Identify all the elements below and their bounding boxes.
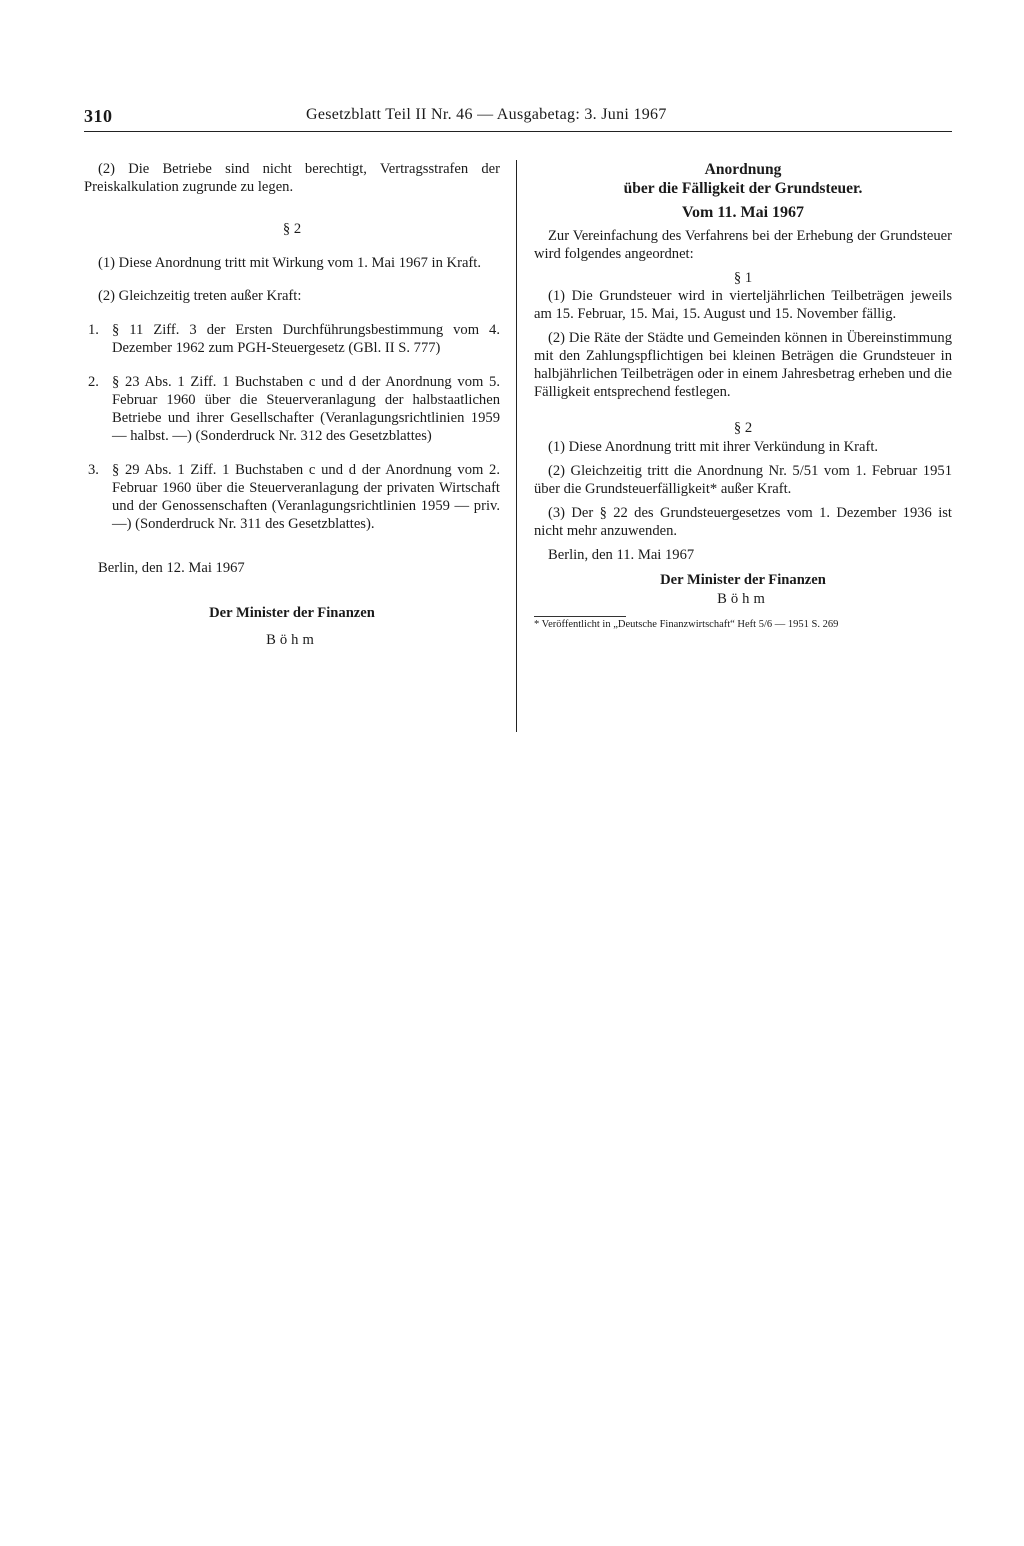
page-header <box>84 106 952 130</box>
section-heading: § 2 <box>282 221 302 237</box>
list-text: § 29 Abs. 1 Ziff. 1 Buchstaben c und d der Anordnung vom 2. Februar 1960 über die Steuerveranlagung der privaten Wirtschaft und der Genossenschaften (Veranlagungsrichtlinien 1959 — priv. —) (Sonderdruck Nr. 311 des Gesetzblattes). <box>112 462 500 532</box>
signer-name: Böhm <box>717 591 769 607</box>
header-rule <box>84 131 952 132</box>
column-divider <box>516 160 517 732</box>
paragraph: Zur Vereinfachung des Verfahrens bei der Erhebung der Grundsteuer wird folgendes angeordnet: <box>534 228 952 262</box>
ordinance-date: Vom 11. Mai 1967 <box>681 204 805 221</box>
right-column <box>534 160 952 631</box>
place-date: Berlin, den 11. Mai 1967 <box>548 547 695 563</box>
footnote-rule <box>534 616 626 617</box>
paragraph: (3) Der § 22 des Grundsteuergesetzes vom 1. Dezember 1936 ist nicht mehr anzuwenden. <box>534 505 952 539</box>
signer-title: Der Minister der Finanzen <box>660 572 826 588</box>
list-text: § 11 Ziff. 3 der Ersten Durchführungsbestimmung vom 4. Dezember 1962 zum PGH-Steuergesetz (GBl. II S. 777) <box>112 322 500 356</box>
list-number: 2. <box>88 374 99 390</box>
list-item <box>84 461 500 533</box>
section-heading: § 2 <box>733 420 753 436</box>
paragraph: (2) Gleichzeitig tritt die Anordnung Nr. 5/51 vom 1. Februar 1951 über die Grundsteuerfälligkeit* außer Kraft. <box>534 463 952 497</box>
ordinance-subtitle: über die Fälligkeit der Grundsteuer. <box>623 180 863 197</box>
signer-title: Der Minister der Finanzen <box>209 605 375 621</box>
paragraph: (2) Die Räte der Städte und Gemeinden können in Übereinstimmung mit den Zahlungspflichtigen bei kleinen Beträgen die Grundsteuer in halbjährlichen Teilbeträgen oder in einem Jahresbetrag erheben und die Fälligkeit entsprechend festlegen. <box>534 330 952 400</box>
list-item <box>84 321 500 357</box>
paragraph: (2) Gleichzeitig treten außer Kraft: <box>98 288 302 304</box>
running-title: Gesetzblatt Teil II Nr. 46 — Ausgabetag: 3. Juni 1967 <box>306 106 667 123</box>
paragraph: (1) Die Grundsteuer wird in vierteljährlichen Teilbeträgen jeweils am 15. Februar, 15. Mai, 15. August und 15. November fällig. <box>534 288 952 322</box>
place-date: Berlin, den 12. Mai 1967 <box>98 560 245 576</box>
list-text: § 23 Abs. 1 Ziff. 1 Buchstaben c und d der Anordnung vom 5. Februar 1960 über die Steuerveranlagung der halbstaatlichen Betriebe und ihrer Gesellschafter (Veranlagungsrichtlinien 1959 — halbst. —) (Sonderdruck Nr. 312 des Gesetzblattes) <box>112 374 500 444</box>
ordinance-title: Anordnung <box>704 161 782 178</box>
list-item <box>84 373 500 445</box>
page-number: 310 <box>84 106 113 126</box>
list-number: 3. <box>88 462 99 478</box>
signer-name: Böhm <box>266 632 318 648</box>
paragraph: (1) Diese Anordnung tritt mit Wirkung vom 1. Mai 1967 in Kraft. <box>98 255 481 271</box>
section-heading: § 1 <box>733 270 753 286</box>
footnote: * Veröffentlicht in „Deutsche Finanzwirtschaft“ Heft 5/6 — 1951 S. 269 <box>534 619 839 630</box>
paragraph-continuation: (2) Die Betriebe sind nicht berechtigt, Vertragsstrafen der Preiskalkulation zugrunde zu legen. <box>84 161 500 195</box>
paragraph: (1) Diese Anordnung tritt mit ihrer Verkündung in Kraft. <box>548 439 879 455</box>
left-column <box>84 160 500 649</box>
list-number: 1. <box>88 322 99 338</box>
